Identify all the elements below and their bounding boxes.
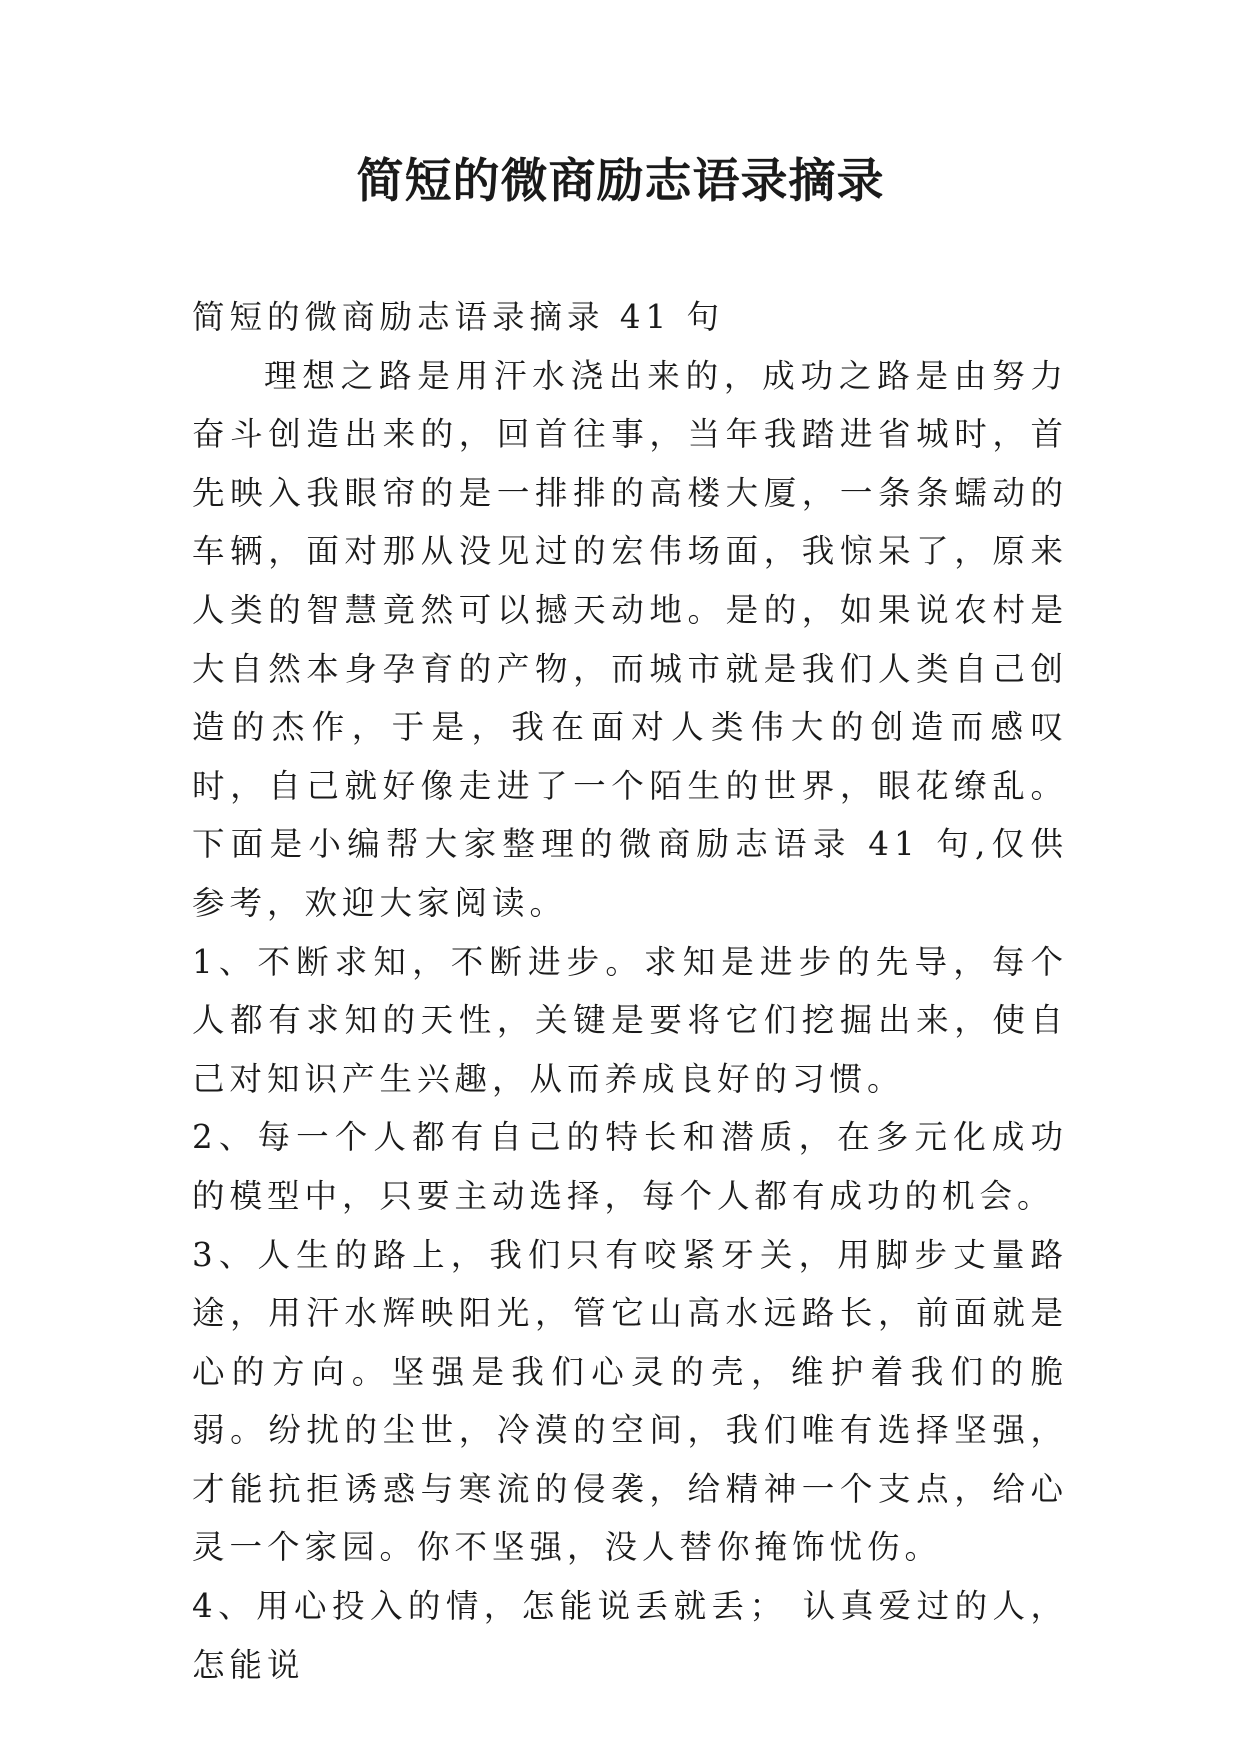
quote-item-4: 4、用心投入的情，怎能说丢就丢； 认真爱过的人，怎能说 <box>192 1587 1068 1684</box>
intro-paragraph: 理想之路是用汗水浇出来的，成功之路是由努力奋斗创造出来的，回首往事，当年我踏进省城时，首先映入我眼帘的是一排排的高楼大厦，一条条蠕动的车辆，面对那从没见过的宏伟场面，我惊呆了，原来人类的智慧竟然可以撼天动地。是的，如果说农村是大自然本身孕育的产物，而城市就是我们人类自己创造的杰作，于是，我在面对人类伟大的创造而感叹时，自己就好像走进了一个陌生的世界，眼花缭乱。下面是小编帮大家整理的微商励志语录 41 句,仅供参考，欢迎大家阅读。 <box>192 356 1068 922</box>
quote-item-2: 2、每一个人都有自己的特长和潜质，在多元化成功的模型中，只要主动选择，每个人都有成功的机会。 <box>192 1118 1068 1215</box>
document-title: 简短的微商励志语录摘录 <box>356 154 885 209</box>
quote-item-3: 3、人生的路上，我们只有咬紧牙关，用脚步丈量路途，用汗水辉映阳光，管它山高水远路长，前面就是心的方向。坚强是我们心灵的壳，维护着我们的脆弱。纷扰的尘世，冷漠的空间，我们唯有选择坚强，才能抗拒诱惑与寒流的侵袭，给精神一个支点，给心灵一个家园。你不坚强，没人替你掩饰忧伤。 <box>192 1235 1068 1567</box>
quote-item-1: 1、不断求知，不断进步。求知是进步的先导，每个人都有求知的天性，关键是要将它们挖掘出来，使自己对知识产生兴趣，从而养成良好的习惯。 <box>192 942 1068 1098</box>
document-body <box>192 288 1068 1694</box>
document-subtitle: 简短的微商励志语录摘录 41 句 <box>192 298 725 336</box>
